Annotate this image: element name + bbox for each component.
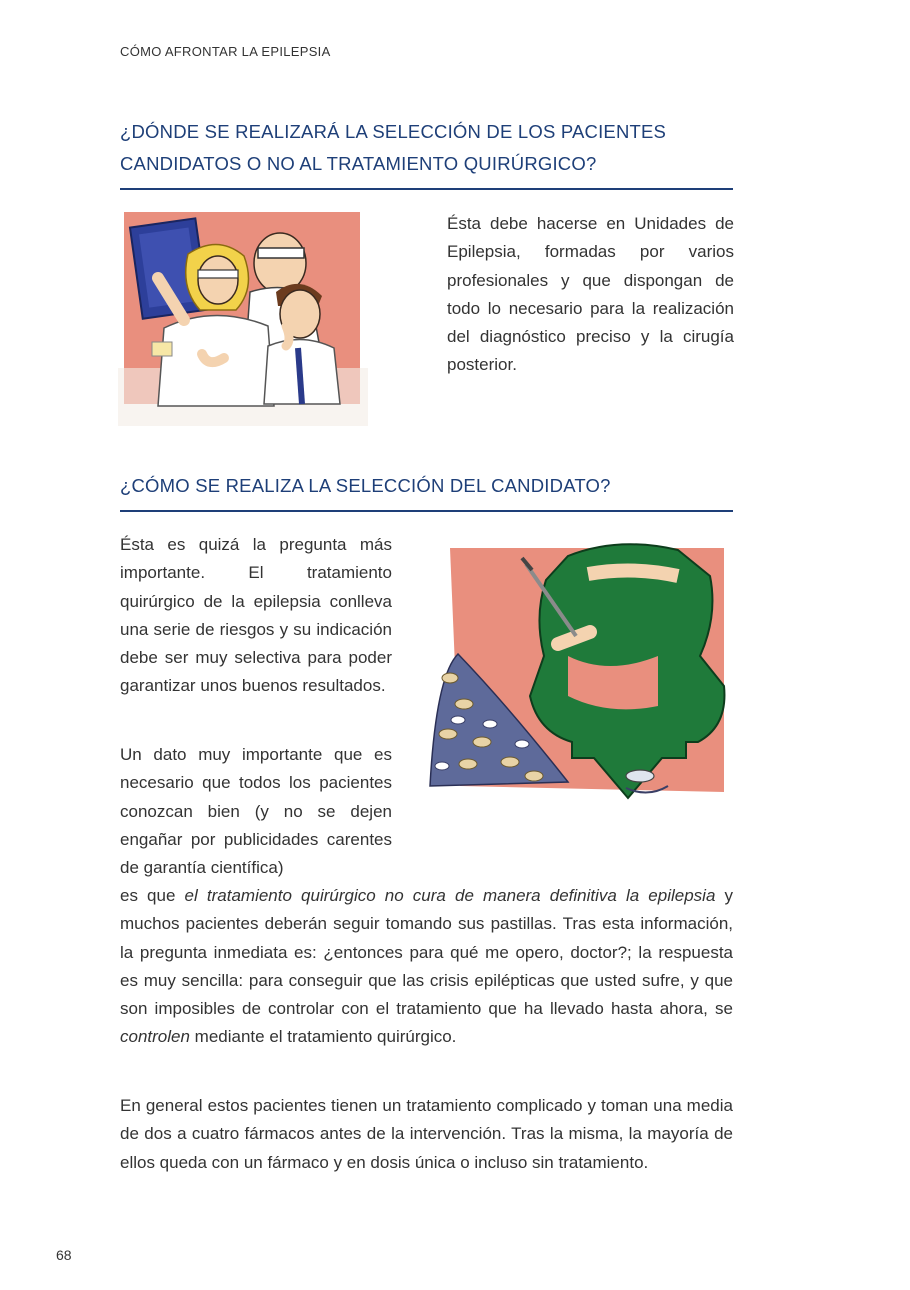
paragraph2-text-b: y muchos pacientes deberán seguir tomando sus pastillas. Tras esta información, la pregunta inmediata es: ¿entonces para qué me opero, doctor?; la respuesta es muy sencilla: para conseguir que las crisis epilépticas que usted sufre, y que son imposibles de controlar con el tratamiento que ha llevado hasta ahora, se: [120, 886, 734, 1019]
paragraph2-text-c: mediante el tratamiento quirúrgico.: [189, 1027, 457, 1047]
section2-paragraph-2: [120, 882, 733, 1052]
paragraph2-text-a: es que: [120, 886, 185, 905]
paragraph2-emphasis-1: el tratamiento quirúrgico no cura de manera definitiva la epilepsia: [184, 886, 716, 905]
section-heading-como: ¿CÓMO SE REALIZA LA SELECCIÓN DEL CANDIDATO?: [120, 470, 733, 512]
page-number: 68: [56, 1247, 72, 1263]
section2-paragraph-2-intro: Un dato muy importante que es necesario que todos los pacientes conozcan bien (y no se dejen engañar por publicidades carentes de garantía científica): [120, 745, 392, 878]
paragraph2-emphasis-2: controlen: [120, 1027, 190, 1047]
section-heading-donde: ¿DÓNDE SE REALIZARÁ LA SELECCIÓN DE LOS PACIENTES CANDIDATOS O NO AL TRATAMIENTO QUIRÚRGICO?: [120, 116, 733, 190]
running-header: CÓMO AFRONTAR LA EPILEPSIA: [120, 44, 331, 59]
section1-paragraph: Ésta debe hacerse en Unidades de Epilepsia, formadas por varios profesionales y que dispongan de todo lo necesario para la realización del diagnóstico preciso y la cirugía posterior.: [447, 214, 734, 375]
section2-paragraph-3: En general estos pacientes tienen un tratamiento complicado y toman una media de dos a cuatro fármacos antes de la intervención. Tras la misma, la mayoría de ellos queda con un fármaco y en dosis única o incluso sin tratamiento.: [120, 1096, 733, 1172]
doctors-illustration: [118, 208, 370, 426]
section2-paragraph-1: Ésta es quizá la pregunta más importante. El tratamiento quirúrgico de la epilepsia conlleva una serie de riesgos y su indicación debe ser muy selectiva para poder garantizar unos buenos resultados.: [120, 535, 392, 696]
surgeon-illustration: [418, 536, 734, 854]
